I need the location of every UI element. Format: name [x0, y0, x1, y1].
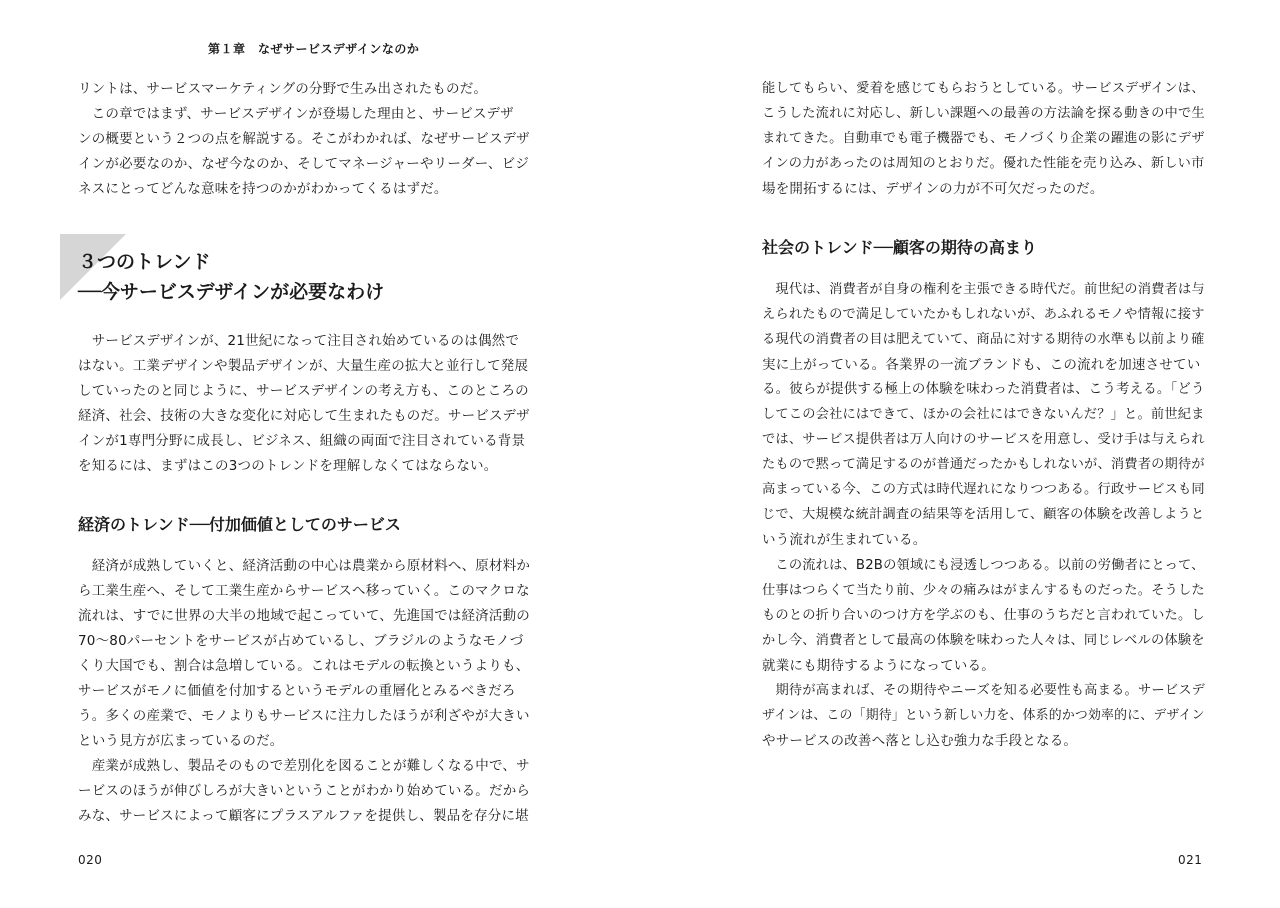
- section-title-line2: ──今サービスデザインが必要なわけ: [78, 281, 385, 303]
- text-line: 経済、社会、技術の大きな変化に対応して生まれたものだ。サービスデザ: [78, 408, 530, 424]
- text-line: 流れは、すでに世界の大半の地域で起こっていて、先進国では経済活動の: [78, 608, 530, 624]
- text-line: ネスにとってどんな意味を持つのかがわかってくるはずだ。: [78, 181, 448, 197]
- text-line: えられたもので満足していたかもしれないが、あふれるモノや情報に接す: [762, 307, 1205, 322]
- text-line: インが必要なのか、なぜ今なのか、そしてマネージャーやリーダー、ビジ: [78, 156, 530, 172]
- text-line: サービスデザインが、21世紀になって注目され始めているのは偶然で: [78, 333, 520, 349]
- text-line: ら工業生産へ、そして工業生産からサービスへ移っていく。このマクロな: [78, 583, 530, 599]
- text-line: 就業にも期待するようになっている。: [762, 658, 995, 674]
- text-line: こうした流れに対応し、新しい課題への最善の方法論を探る動きの中で生: [762, 106, 1205, 121]
- text-line: かし今、消費者として最高の体験を味わった人々は、同じレベルの体験を: [762, 633, 1205, 648]
- text-line: という見方が広まっているのだ。: [78, 733, 284, 749]
- text-line: 高まっている今、この方式は時代遅れになりつつある。行政サービスも同: [762, 482, 1205, 497]
- text-line: ービスのほうが伸びしろが大きいということがわかり始めている。だから: [78, 783, 531, 799]
- text-line: 産業が成熟し、製品そのもので差別化を図ることが難しくなる中で、サ: [78, 758, 530, 774]
- social-trend-heading: 社会のトレンド──顧客の期待の高まり: [762, 238, 1037, 257]
- section-title-line1: ３つのトレンド: [78, 251, 211, 273]
- text-line: いう流れが生まれている。: [762, 532, 927, 548]
- economic-trend-heading: 経済のトレンド──付加価値としてのサービス: [78, 515, 401, 534]
- text-line: してこの会社にはできて、ほかの会社にはできないんだ？」と。前世紀ま: [762, 407, 1205, 422]
- text-line: まれてきた。自動車でも電子機器でも、モノづくり企業の躍進の影にデザ: [762, 131, 1205, 146]
- text-line: していったのと同じように、サービスデザインの考え方も、このところの: [78, 383, 529, 399]
- text-line: インが1専門分野に成長し、ビジネス、組織の両面で注目されている背景: [78, 433, 526, 449]
- page-number-right: 021: [1178, 853, 1203, 867]
- text-line: リントは、サービスマーケティングの分野で生み出されたものだ。: [78, 81, 488, 97]
- text-line: 実に上がっている。各業界の一流ブランドも、この流れを加速させてい: [762, 357, 1201, 373]
- text-line: 経済が成熟していくと、経済活動の中心は農業から原材料へ、原材料か: [78, 558, 531, 574]
- text-line: みな、サービスによって顧客にプラスアルファを提供し、製品を存分に堪: [78, 808, 529, 824]
- text-line: くり大国でも、割合は急増している。これはモデルの転換というよりも、: [78, 658, 530, 674]
- running-head: 第１章 なぜサービスデザインなのか: [208, 42, 420, 56]
- text-line: では、サービス提供者は万人向けのサービスを用意し、受け手は与えられ: [762, 432, 1205, 447]
- page-number-left: 020: [78, 853, 103, 867]
- text-line: ものとの折り合いのつけ方を学ぶのも、仕事のうちだと言われていた。し: [762, 608, 1205, 623]
- text-line: ザインは、この「期待」という新しい力を、体系的かつ効率的に、デザイン: [762, 708, 1205, 723]
- text-line: 期待が高まれば、その期待やニーズを知る必要性も高まる。サービスデ: [762, 683, 1205, 698]
- text-line: る。彼らが提供する極上の体験を味わった消費者は、こう考える。「どう: [762, 382, 1205, 397]
- text-line: を知るには、まずはこの3つのトレンドを理解しなくてはならない。: [78, 458, 498, 474]
- text-line: う。多くの産業で、モノよりもサービスに注力したほうが利ざやが大きい: [78, 708, 530, 724]
- text-line: 場を開拓するには、デザインの力が不可欠だったのだ。: [762, 181, 1104, 197]
- text-line: この章ではまず、サービスデザインが登場した理由と、サービスデザ: [78, 106, 514, 122]
- text-line: ンの概要という２つの点を解説する。そこがわかれば、なぜサービスデザ: [78, 131, 530, 147]
- text-line: 現代は、消費者が自身の権利を主張できる時代だ。前世紀の消費者は与: [762, 282, 1205, 297]
- text-line: インの力があったのは周知のとおりだ。優れた性能を売り込み、新しい市: [762, 156, 1205, 171]
- text-line: る現代の消費者の目は肥えていて、商品に対する期待の水準も以前より確: [762, 332, 1205, 347]
- text-line: はない。工業デザインや製品デザインが、大量生産の拡大と並行して発展: [78, 358, 529, 374]
- text-line: じで、大規模な統計調査の結果等を活用して、顧客の体験を改善しようと: [762, 507, 1205, 522]
- text-line: 70～80パーセントをサービスが占めているし、ブラジルのようなモノづ: [78, 633, 524, 649]
- text-line: サービスがモノに価値を付加するというモデルの重層化とみるべきだろ: [78, 683, 516, 699]
- text-line: 能してもらい、愛着を感じてもらおうとしている。サービスデザインは、: [762, 81, 1205, 96]
- right-page: [640, 0, 1280, 908]
- text-line: たもので黙って満足するのが普通だったかもしれないが、消費者の期待が: [762, 457, 1205, 472]
- text-line: この流れは、B2Bの領域にも浸透しつつある。以前の労働者にとって、: [762, 558, 1205, 573]
- text-line: やサービスの改善へ落とし込む強力な手段となる。: [762, 733, 1078, 749]
- text-line: 仕事はつらくて当たり前、少々の痛みはがまんするものだった。そうした: [762, 583, 1205, 598]
